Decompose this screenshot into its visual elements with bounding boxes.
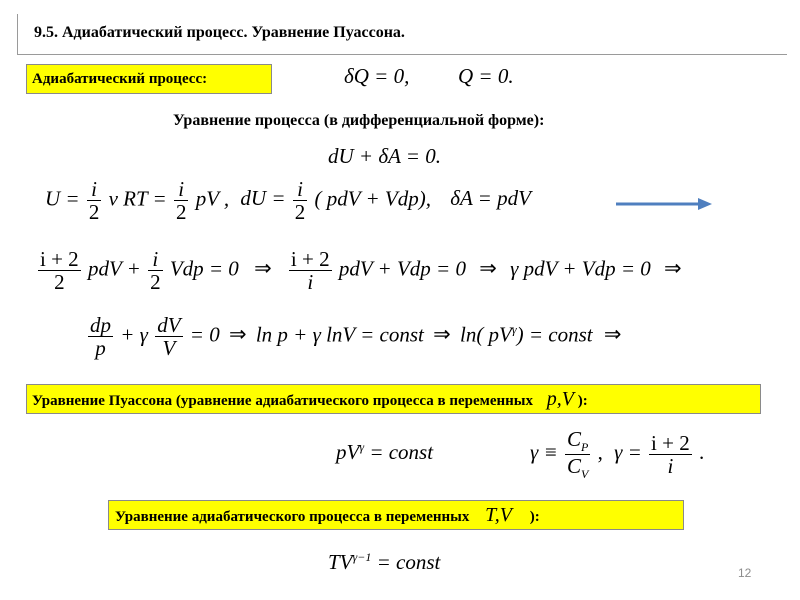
equation-du-da: dU + δA = 0. [328, 144, 441, 168]
differential-form-heading: Уравнение процесса (в дифференциальной форме): [173, 112, 545, 129]
right-arrow-icon [614, 196, 714, 212]
tv-equation: $TV^{\gamma-1}$ = const [328, 550, 441, 574]
adiabatic-process-label: Адиабатический процесс: [26, 64, 272, 94]
tv-variables: T,V [485, 504, 513, 526]
condition-dq: δQ = 0, [344, 64, 410, 88]
tv-equation-label: Уравнение адиабатического процесса в переменных T,V ): [108, 500, 684, 530]
poisson-equation-label: Уравнение Пуассона (уравнение адиабатического процесса в переменных p,V ): [26, 384, 761, 414]
poisson-variables: p,V [546, 388, 574, 410]
equation-internal-energy: U = $\frac{i}{2}$ ν RT = $\frac{i}{2}$ pV , dU = $\frac{i}{2}$ ( pdV + Vdp), δA = pdV [45, 177, 531, 225]
title-rule-horizontal [17, 54, 787, 55]
title-rule-vertical [17, 14, 18, 54]
adiabatic-index-definition: γ ≡ $\frac{C_P}{C_V}$ , γ = $\frac{i + 2}{i}$ . [530, 427, 705, 481]
poisson-equation: $pV^\gamma$ = const [336, 440, 434, 464]
page-number: 12 [738, 566, 752, 580]
equation-logarithmic: $\frac{dp}{p}$ + γ $\frac{dV}{V}$ = 0 ⇒ ln p + γ lnV = const ⇒ ln( $pV^\gamma$) = const ⇒ [90, 313, 622, 361]
condition-q: Q = 0. [458, 64, 514, 88]
equation-substitution: $\frac{i + 2}{2}$ pdV + $\frac{i}{2}$ Vdp = 0 ⇒ $\frac{i + 2}{i}$ pdV + Vdp = 0 ⇒ γ pdV + Vdp = 0 ⇒ [40, 247, 682, 295]
slide-title: 9.5. Адиабатический процесс. Уравнение Пуассона. [34, 24, 405, 41]
